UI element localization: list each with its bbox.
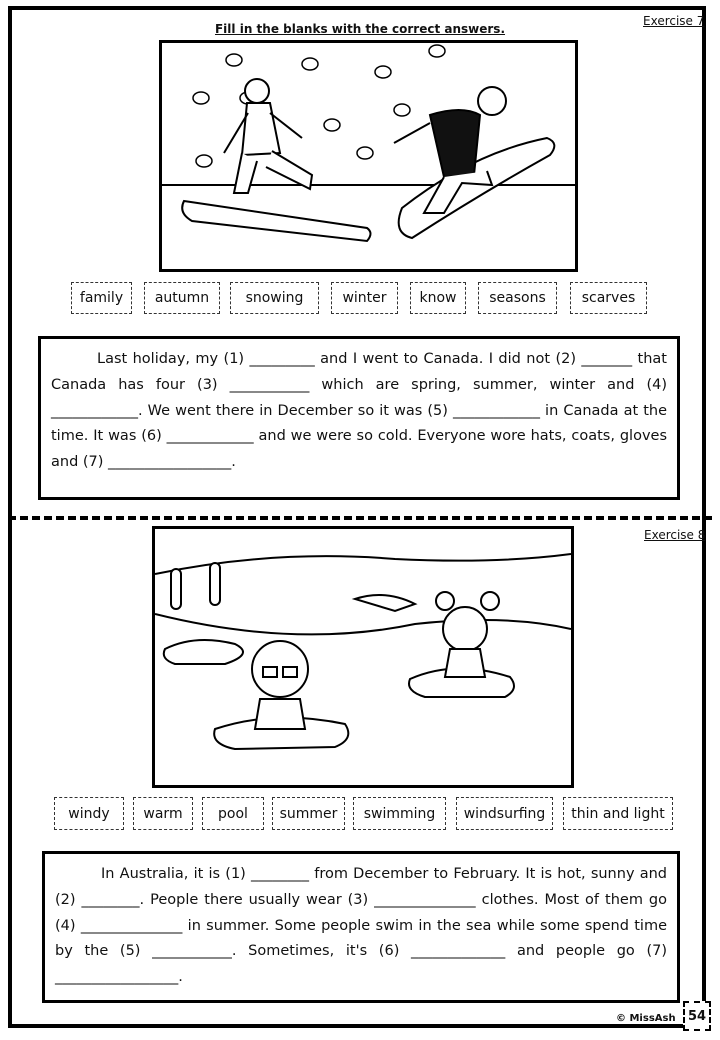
word-box: know <box>410 282 466 314</box>
pool-picture <box>152 526 574 788</box>
passage-box <box>42 851 680 1003</box>
passage-box <box>38 336 680 500</box>
instruction-title: Fill in the blanks with the correct answers. <box>214 22 506 36</box>
passage-text: Last holiday, my (1) _________ and I went to Canada. I did not (2) _______ that Canada has four (3) ___________ which are spring, summer, winter and (4) ____________. We went there in December so it was (5) ____________ in Canada at the time. It was (6) ____________ and we were so cold. Everyone wore hats, coats, gloves and (7) _________________. <box>51 351 667 471</box>
word-box: seasons <box>478 282 557 314</box>
word-box: pool <box>202 797 264 830</box>
word-box: warm <box>133 797 193 830</box>
credit-text: © MissAsh <box>616 1013 676 1024</box>
snowboarding-picture <box>159 40 578 272</box>
word-box: summer <box>272 797 345 830</box>
page-number: 54 <box>683 1001 711 1031</box>
word-box: family <box>71 282 132 314</box>
exercise-7-label: Exercise 7 <box>643 14 705 28</box>
section-divider <box>8 516 712 520</box>
word-box: winter <box>331 282 398 314</box>
word-box: scarves <box>570 282 647 314</box>
word-box: swimming <box>353 797 446 830</box>
word-box: autumn <box>144 282 220 314</box>
exercise-8-label: Exercise 8 <box>644 528 706 542</box>
passage-text: In Australia, it is (1) ________ from December to February. It is hot, sunny and (2) ________. People there usually wear (3) ______________ clothes. Most of them go (4) ______________ in summer. Some people swim in the sea while some spend time by the (5) ___________. Sometimes, it's (6) _____________ and people go (7) _________________. <box>55 866 667 986</box>
word-box: snowing <box>230 282 319 314</box>
word-box: windy <box>54 797 124 830</box>
word-box: thin and light <box>563 797 673 830</box>
word-box: windsurfing <box>456 797 553 830</box>
